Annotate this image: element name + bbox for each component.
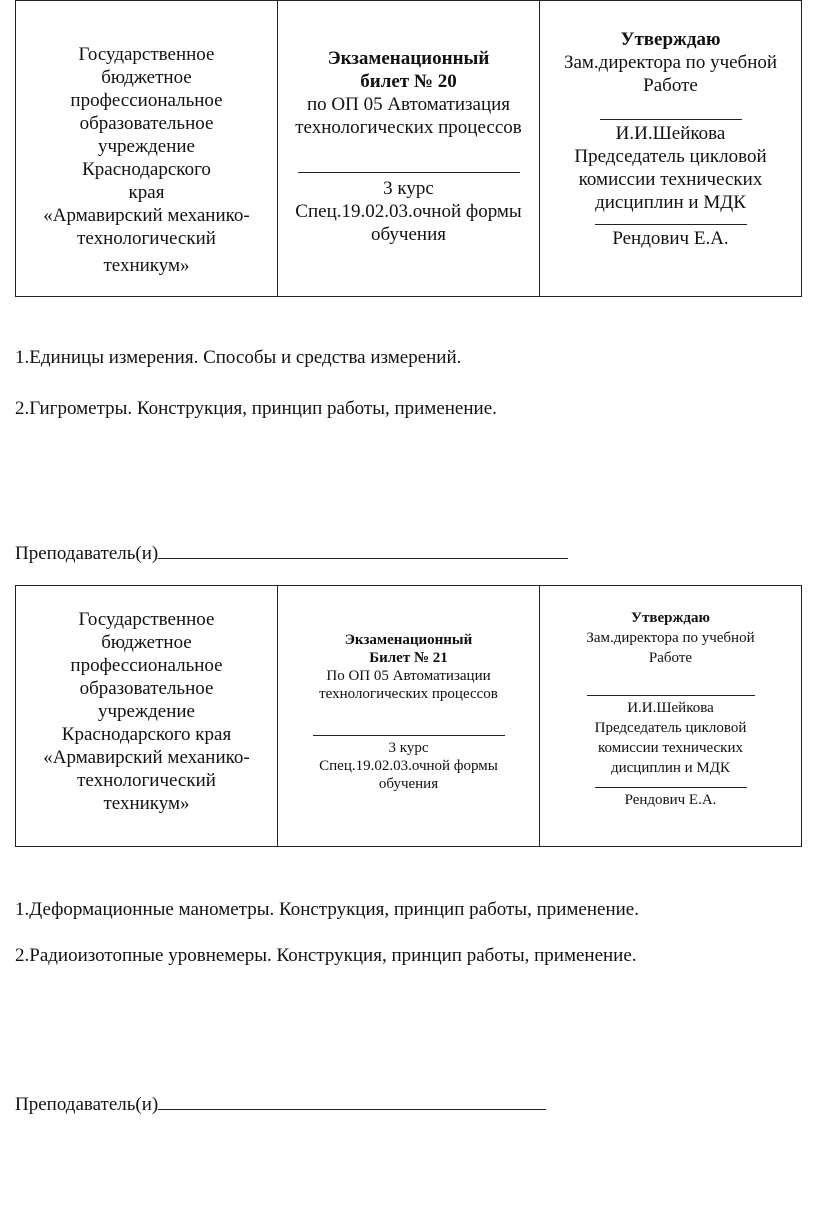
chair-title: Председатель цикловой [594, 720, 747, 736]
institution-line: «Армавирский механико- [43, 205, 250, 226]
signature-rule [595, 787, 747, 788]
approval-cell [540, 1, 802, 297]
ticket-title: Экзаменационный [344, 632, 473, 648]
institution-line: учреждение [98, 136, 195, 157]
signature-rule [587, 695, 755, 696]
ticket-header-21 [15, 585, 802, 847]
teacher-label: Преподаватель(и) [15, 1094, 159, 1115]
teacher-signature-line [15, 540, 568, 566]
ticket-header-20 [15, 0, 802, 297]
deputy-title: Работе [643, 75, 698, 96]
question-item: 1.Единицы измерения. Способы и средства измерений. [15, 347, 462, 368]
deputy-title: Зам.директора по учебной [586, 630, 755, 646]
institution-line: бюджетное [101, 67, 192, 88]
approve-label: Утверждаю [631, 610, 710, 626]
specialty-line: Спец.19.02.03.очной формы [295, 201, 522, 222]
signer-name: И.И.Шейкова [615, 123, 726, 144]
institution-cell [16, 586, 278, 847]
question-item: 1.Деформационные манометры. Конструкция, принцип работы, применение. [15, 899, 639, 920]
institution-line: учреждение [98, 701, 195, 722]
question-item: 2.Радиоизотопные уровнемеры. Конструкция, принцип работы, применение. [15, 945, 637, 966]
chair-title: комиссии технических [598, 740, 743, 756]
ticket-title: Экзаменационный [327, 48, 490, 69]
subject-line: технологических процессов [295, 117, 522, 138]
institution-cell [16, 1, 278, 297]
deputy-title: Работе [648, 650, 693, 666]
chair-title: дисциплин и МДК [610, 760, 731, 776]
question-item: 2.Гигрометры. Конструкция, принцип работы, применение. [15, 398, 497, 419]
subject-line: по ОП 05 Автоматизация [306, 94, 511, 115]
institution-line: технологический [77, 770, 216, 791]
institution-line: профессиональное [70, 655, 223, 676]
signer-name: Рендович Е.А. [612, 228, 729, 249]
specialty-line: обучения [370, 224, 446, 245]
approval-cell [540, 586, 802, 847]
institution-line: бюджетное [101, 632, 192, 653]
signature-rule [595, 224, 747, 225]
specialty-line: обучения [378, 776, 439, 792]
chair-title: дисциплин и МДК [595, 192, 746, 213]
ticket-title-cell [278, 586, 540, 847]
signer-name: И.И.Шейкова [627, 700, 714, 716]
teacher-signature-line [15, 1091, 546, 1117]
deputy-title: Зам.директора по учебной [563, 52, 778, 73]
institution-line: Государственное [78, 609, 215, 630]
institution-line: края [128, 182, 165, 203]
ticket-title-cell [278, 1, 540, 297]
institution-line: Краснодарского [82, 159, 211, 180]
teacher-label: Преподаватель(и) [15, 543, 159, 564]
institution-line: Краснодарского края [61, 724, 232, 745]
institution-line: профессиональное [70, 90, 223, 111]
institution-line: Государственное [78, 44, 215, 65]
signature-rule [158, 1091, 546, 1110]
chair-title: комиссии технических [578, 169, 763, 190]
institution-line: образовательное [79, 113, 214, 134]
signature-rule [298, 172, 520, 173]
approve-label: Утверждаю [620, 29, 721, 50]
chair-title: Председатель цикловой [574, 146, 767, 167]
course-label: 3 курс [388, 740, 429, 756]
institution-line: образовательное [79, 678, 214, 699]
institution-line: «Армавирский механико- [43, 747, 250, 768]
signature-rule [158, 540, 568, 559]
signature-rule [600, 119, 742, 120]
ticket-number: билет № 20 [360, 71, 457, 92]
subject-line: технологических процессов [319, 686, 498, 702]
institution-line: техникум» [103, 255, 190, 276]
institution-line: технологический [77, 228, 216, 249]
ticket-number: Билет № 21 [369, 650, 448, 666]
institution-line: техникум» [103, 793, 190, 814]
subject-line: По ОП 05 Автоматизации [326, 668, 491, 684]
specialty-line: Спец.19.02.03.очной формы [319, 758, 498, 774]
course-label: 3 курс [383, 178, 434, 199]
signature-rule [313, 735, 505, 736]
signer-name: Рендович Е.А. [624, 792, 717, 808]
